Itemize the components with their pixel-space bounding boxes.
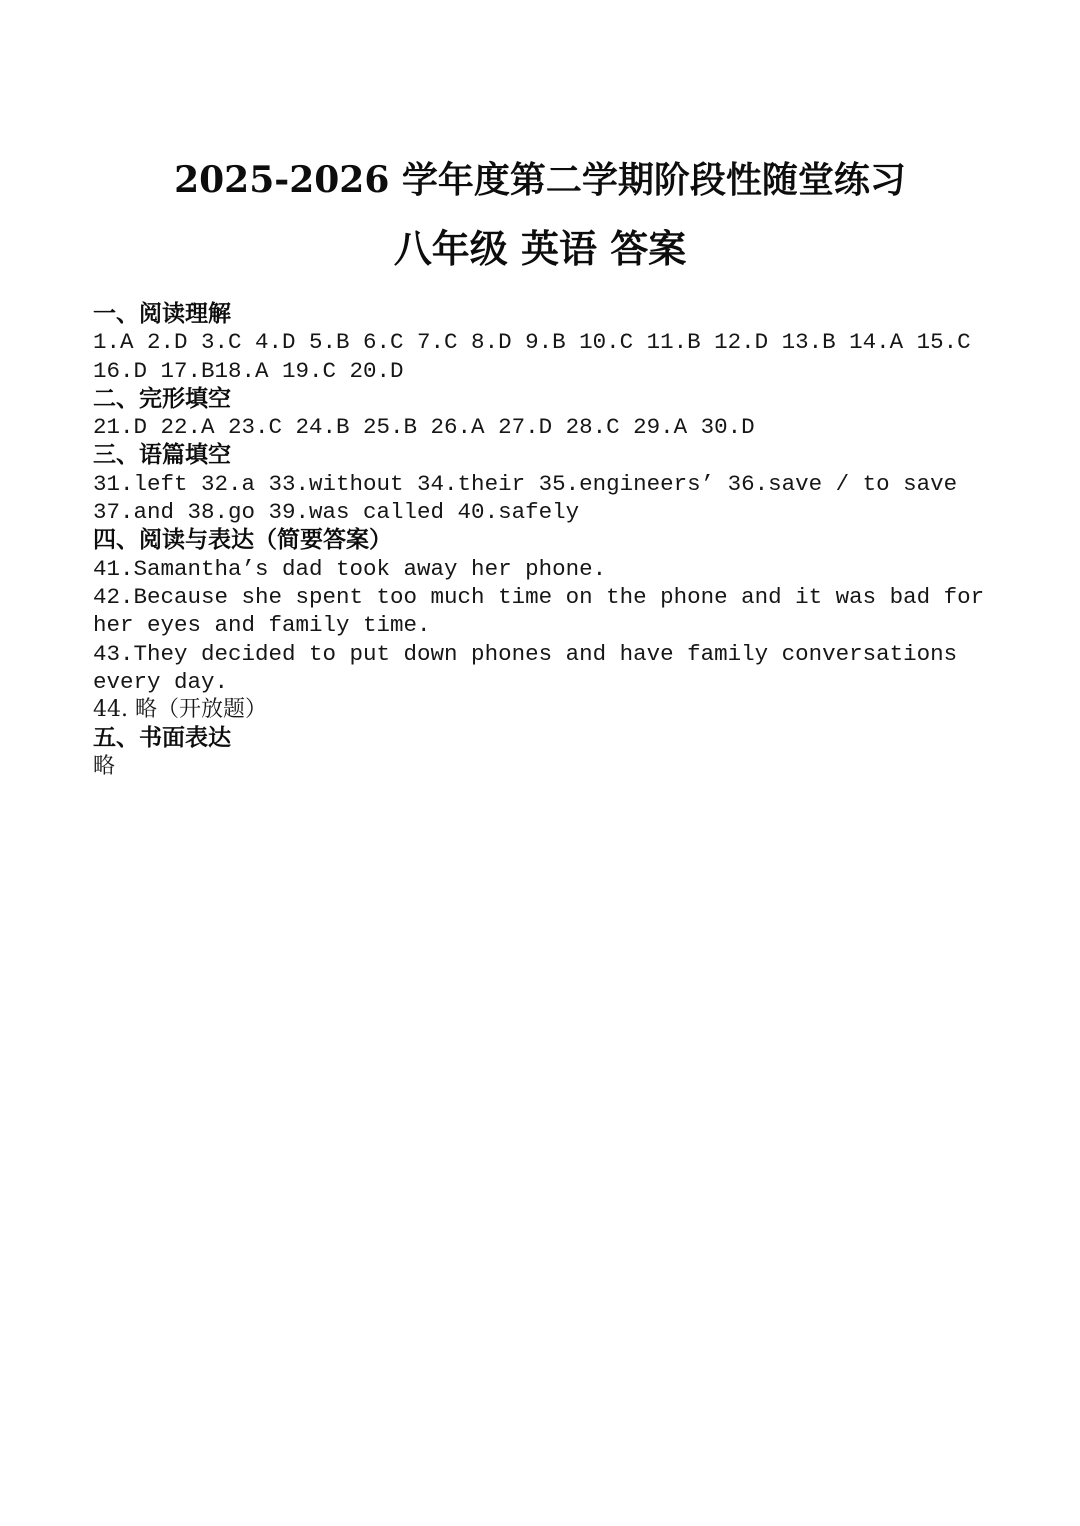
answers-passage-fill-line-1: 31.left 32.a 33.without 34.their 35.engineers’ 36.save / to save — [93, 470, 958, 497]
document-subtitle: 八年级 英语 答案 — [393, 226, 687, 271]
section-heading-cloze: 二、完形填空 — [93, 384, 231, 412]
section-heading-writing: 五、书面表达 — [93, 724, 231, 752]
answers-reading-line-2: 16.D 17.B18.A 19.C 20.D — [93, 357, 404, 384]
document-title: 2025-2026 学年度第二学期阶段性随堂练习 — [174, 159, 906, 201]
section-heading-reading: 一、阅读理解 — [93, 300, 231, 327]
section-heading-passage-fill: 三、语篇填空 — [93, 441, 231, 469]
answer-44: 44. 略（开放题） — [93, 697, 267, 723]
answers-cloze-line-1: 21.D 22.A 23.C 24.B 25.B 26.A 27.D 28.C 29.A 30.D — [93, 414, 755, 441]
answers-passage-fill-line-2: 37.and 38.go 39.was called 40.safely — [93, 499, 580, 526]
answer-42-line-1: 42.Because she spent too much time on the phone and it was bad for — [93, 583, 985, 610]
answer-content — [93, 300, 993, 781]
section-heading-reading-expression: 四、阅读与表达（简要答案） — [93, 526, 392, 554]
answers-reading-line-1: 1.A 2.D 3.C 4.D 5.B 6.C 7.C 8.D 9.B 10.C 11.B 12.D 13.B 14.A 15.C — [93, 329, 971, 356]
answer-41: 41.Samantha’s dad took away her phone. — [93, 555, 607, 582]
answer-42-line-2: her eyes and family time. — [93, 612, 431, 639]
answer-43-line-2: every day. — [93, 668, 229, 695]
answer-writing: 略 — [93, 753, 116, 779]
answer-43-line-1: 43.They decided to put down phones and have family conversations — [93, 640, 958, 667]
